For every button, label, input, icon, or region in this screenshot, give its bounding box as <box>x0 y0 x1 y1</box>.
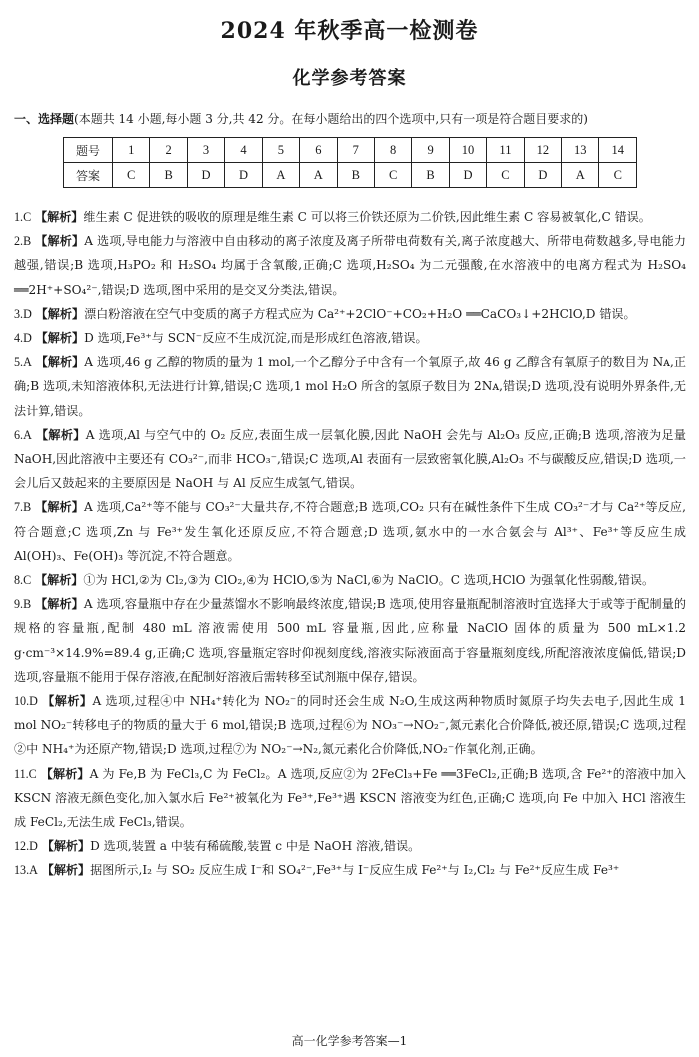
explanation-item <box>14 858 686 882</box>
item-text: 漂白粉溶液在空气中变质的离子方程式应为 Ca²⁺+2ClO⁻+CO₂+H₂O ══CaCO₃↓+2HClO,D 错误。 <box>84 306 636 321</box>
item-number: 8.C <box>14 573 32 588</box>
explanation-item <box>14 423 686 496</box>
answer-cell: B <box>337 163 374 188</box>
explanation-item <box>14 592 686 689</box>
question-number: 13 <box>562 138 599 163</box>
question-number: 5 <box>262 138 299 163</box>
item-number: 7.B <box>14 500 32 515</box>
item-number: 12.D <box>14 839 38 854</box>
item-number: 9.B <box>14 597 32 612</box>
explanation-item <box>14 834 686 858</box>
explanation-item <box>14 350 686 423</box>
item-number: 6.A <box>14 427 32 442</box>
question-number: 9 <box>412 138 449 163</box>
analysis-tag: 【解析】 <box>36 427 86 442</box>
answer-table-answer-row <box>64 163 637 188</box>
answer-cell: D <box>449 163 486 188</box>
explanation-list <box>14 205 686 883</box>
answer-cell: C <box>487 163 524 188</box>
item-number: 10.D <box>14 694 38 709</box>
analysis-tag: 【解析】 <box>41 839 91 854</box>
answer-cell: D <box>187 163 224 188</box>
analysis-tag: 【解析】 <box>35 573 84 588</box>
item-number: 1.C <box>14 210 32 224</box>
answer-table-number-row <box>64 138 637 163</box>
item-text: A 选项,容量瓶中存在少量蒸馏水不影响最终浓度,错误;B 选项,使用容量瓶配制溶液时宜选择大于或等于配制量的规格的容量瓶,配制 480 mL 溶液需使用 500 mL 容量瓶,因此,应称量 NaClO 固体的质量为 500 mL×1.2 g·cm⁻³×14.9%=89.4 g,正确;C 选项,容量瓶定容时仰视刻度线,溶液实际液面高于容量瓶刻度线,所配溶液浓度偏低,错误;D 选项,容量瓶不能用于保存溶液,在配制好溶液后需转移至试剂瓶中保存,错误。 <box>14 597 686 684</box>
question-number: 10 <box>449 138 486 163</box>
item-number: 3.D <box>14 306 32 321</box>
explanation-item <box>14 495 686 568</box>
item-number: 13.A <box>14 863 38 878</box>
item-text: A 为 Fe,B 为 FeCl₃,C 为 FeCl₂。A 选项,反应②为 2FeCl₃+Fe ══3FeCl₂,正确;B 选项,含 Fe²⁺的溶液中加入 KSCN 溶液无颜色变化,加入氯水后 Fe²⁺被氧化为 Fe³⁺,Fe³⁺遇 KSCN 溶液变为红色,正确;C 选项,向 Fe 中加入 HCl 溶液生成 FeCl₂,无法生成 FeCl₃,错误。 <box>14 766 686 830</box>
question-number: 6 <box>300 138 337 163</box>
answer-cell: A <box>562 163 599 188</box>
question-number: 14 <box>599 138 637 163</box>
analysis-tag: 【解析】 <box>35 306 85 321</box>
analysis-tag: 【解析】 <box>35 355 85 370</box>
item-text: D 选项,Fe³⁺与 SCN⁻反应不生成沉淀,而是形成红色溶液,错误。 <box>84 331 428 346</box>
answer-cell: A <box>262 163 299 188</box>
question-number: 7 <box>337 138 374 163</box>
row-label-answer: 答案 <box>64 163 113 188</box>
item-text: A 选项,46 g 乙醇的物质的量为 1 mol,一个乙醇分子中含有一个氧原子,故 46 g 乙醇含有氧原子的数目为 Nᴀ,正确;B 选项,未知溶液体积,无法进行计算,错误;C 选项,1 mol H₂O 所含的氢原子数目为 2Nᴀ,错误;D 选项,没有说明外界条件,无法计算,错误。 <box>14 355 686 418</box>
answer-table <box>63 137 637 188</box>
question-number: 8 <box>374 138 411 163</box>
explanation-item <box>14 229 686 302</box>
question-number: 2 <box>150 138 187 163</box>
question-number: 12 <box>524 138 561 163</box>
answer-cell: A <box>300 163 337 188</box>
answer-cell: C <box>113 163 150 188</box>
item-text: A 选项,导电能力与溶液中自由移动的离子浓度及离子所带电荷数有关,离子浓度越大、所带电荷数越多,导电能力越强,错误;B 选项,H₃PO₂ 和 H₂SO₄ 均属于含氧酸,正确;C 选项,H₂SO₄ 为二元强酸,在水溶液中的电离方程式为 H₂SO₄ ══2H⁺+SO₄²⁻,错误;D 选项,图中采用的是交叉分类法,错误。 <box>14 234 686 297</box>
analysis-tag: 【解析】 <box>35 234 85 249</box>
analysis-tag: 【解析】 <box>35 500 84 515</box>
item-text: A 选项,Al 与空气中的 O₂ 反应,表面生成一层氧化膜,因此 NaOH 会先与 Al₂O₃ 反应,正确;B 选项,溶液为足量 NaOH,因此溶液中主要还有 CO₃²⁻,而非 HCO₃⁻,错误;C 选项,Al 表面有一层致密氧化膜,Al₂O₃ 不与碳酸反应,错误;D 选项,一会儿后又鼓起来的主要原因是 NaOH 与 Al 反应生成氢气,错误。 <box>14 427 686 491</box>
section-label: 一、选择题 <box>14 112 75 126</box>
section-description: (本题共 14 小题,每小题 3 分,共 42 分。在每小题给出的四个选项中,只有一项是符合题目要求的) <box>74 112 588 126</box>
explanation-item <box>14 568 686 592</box>
analysis-tag: 【解析】 <box>42 694 93 709</box>
explanation-item <box>14 762 686 835</box>
answer-cell: C <box>599 163 637 188</box>
question-number: 3 <box>187 138 224 163</box>
explanation-item <box>14 326 686 350</box>
page-subtitle: 化学参考答案 <box>292 68 407 89</box>
item-number: 4.D <box>14 331 32 346</box>
analysis-tag: 【解析】 <box>35 331 85 346</box>
answer-cell: C <box>374 163 411 188</box>
question-number: 4 <box>225 138 262 163</box>
item-number: 5.A <box>14 355 32 370</box>
item-text: 维生素 C 促进铁的吸收的原理是维生素 C 可以将三价铁还原为二价铁,因此维生素 C 容易被氧化,C 错误。 <box>83 210 651 224</box>
section-heading <box>14 110 694 127</box>
item-text: D 选项,装置 a 中装有稀硫酸,装置 c 中是 NaOH 溶液,错误。 <box>90 839 421 854</box>
item-text: A 选项,过程④中 NH₄⁺转化为 NO₂⁻的同时还会生成 N₂O,生成这两种物质时氮原子均失去电子,因此生成 1 mol NO₂⁻转移电子的物质的量大于 6 mol,错误;B 选项,过程⑥为 NO₃⁻→NO₂⁻,氮元素化合价降低,被还原,错误;C 选项,过程②中 NH₄⁺为还原产物,错误;D 选项,过程⑦为 NO₂⁻→N₂,氮元素化合价降低,NO₂⁻作氧化剂,正确。 <box>14 694 686 757</box>
analysis-tag: 【解析】 <box>40 766 90 781</box>
page-title: 2024 年秋季高一检测卷 <box>220 18 479 44</box>
analysis-tag: 【解析】 <box>41 863 91 878</box>
answer-cell: D <box>225 163 262 188</box>
question-number: 1 <box>113 138 150 163</box>
question-number: 11 <box>487 138 524 163</box>
explanation-item <box>14 205 686 229</box>
answer-cell: B <box>412 163 449 188</box>
answer-cell: D <box>524 163 561 188</box>
analysis-tag: 【解析】 <box>35 597 84 612</box>
item-text: 据图所示,I₂ 与 SO₂ 反应生成 I⁻和 SO₄²⁻,Fe³⁺与 I⁻反应生成 Fe²⁺与 I₂,Cl₂ 与 Fe²⁺反应生成 Fe³⁺ <box>90 863 620 878</box>
explanation-item <box>14 689 686 762</box>
answer-cell: B <box>150 163 187 188</box>
explanation-item <box>14 302 686 326</box>
item-text: A 选项,Ca²⁺等不能与 CO₃²⁻大量共存,不符合题意;B 选项,CO₂ 只有在碱性条件下生成 CO₃²⁻才与 Ca²⁺等反应,符合题意;C 选项,Zn 与 Fe³⁺发生氧化还原反应,不符合题意;D 选项,氨水中的一水合氨会与 Al³⁺、Fe³⁺等反应生成 Al(OH)₃、Fe(OH)₃ 等沉淀,不符合题意。 <box>14 500 686 563</box>
analysis-tag: 【解析】 <box>35 210 84 224</box>
item-number: 2.B <box>14 234 32 249</box>
page-footer: 高一化学参考答案—1 <box>291 1034 408 1048</box>
row-label-number: 题号 <box>64 138 113 163</box>
item-text: ①为 HCl,②为 Cl₂,③为 ClO₂,④为 HClO,⑤为 NaCl,⑥为 NaClO。C 选项,HClO 为强氧化性弱酸,错误。 <box>83 573 655 588</box>
item-number: 11.C <box>14 766 37 781</box>
